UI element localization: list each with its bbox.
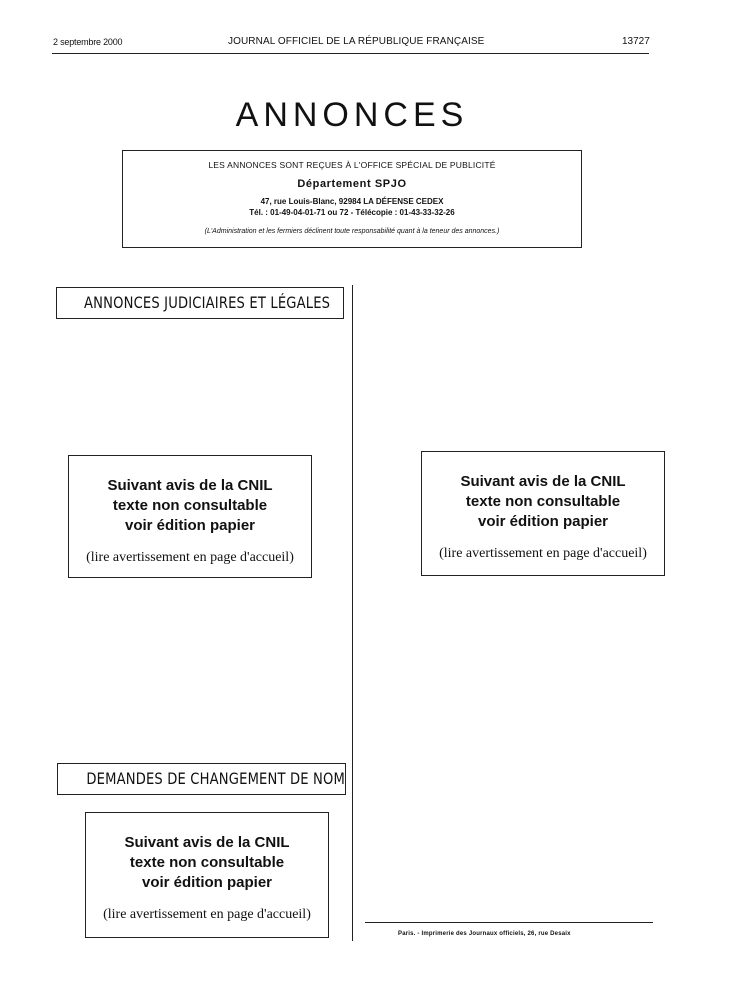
section-heading-changement-nom — [57, 763, 346, 795]
cnil-notice-box — [85, 812, 329, 938]
cnil-notice-box — [68, 455, 312, 578]
cnil-line: voir édition papier — [477, 513, 609, 530]
cnil-line: Suivant avis de la CNIL — [460, 473, 626, 490]
cnil-line: Suivant avis de la CNIL — [124, 834, 290, 851]
footer-rule — [365, 922, 653, 923]
page-title: ANNONCES — [235, 96, 469, 134]
header-journal-title: JOURNAL OFFICIEL DE LA RÉPUBLIQUE FRANÇAISE — [228, 36, 485, 47]
cnil-line: texte non consultable — [465, 493, 621, 510]
info-intro: LES ANNONCES SONT REÇUES À L'OFFICE SPÉCIAL DE PUBLICITÉ — [208, 160, 496, 170]
info-disclaimer: (L'Administration et les fermiers déclinent toute responsabilité quant à la teneur des annonces.) — [204, 228, 500, 235]
section-heading-label: ANNONCES JUDICIAIRES ET LÉGALES — [84, 293, 331, 312]
cnil-line: voir édition papier — [141, 874, 273, 891]
cnil-line: texte non consultable — [129, 854, 285, 871]
cnil-line: Suivant avis de la CNIL — [107, 477, 273, 494]
column-divider — [352, 285, 353, 941]
cnil-line: texte non consultable — [112, 497, 268, 514]
info-box — [122, 150, 582, 248]
cnil-note: (lire avertissement en page d'accueil) — [439, 546, 647, 561]
footer-imprint: Paris. - Imprimerie des Journaux officiels, 26, rue Desaix — [398, 931, 571, 937]
section-heading-judiciaires — [56, 287, 344, 319]
cnil-note: (lire avertissement en page d'accueil) — [86, 550, 294, 565]
header-date: 2 septembre 2000 — [53, 37, 123, 47]
info-department: Département SPJO — [297, 178, 407, 190]
header-page-number: 13727 — [622, 36, 650, 47]
header-rule — [52, 53, 649, 54]
info-address: 47, rue Louis-Blanc, 92984 LA DÉFENSE CEDEX — [260, 197, 444, 206]
section-heading-label: DEMANDES DE CHANGEMENT DE NOM — [86, 769, 346, 788]
cnil-line: voir édition papier — [124, 517, 256, 534]
cnil-notice-box — [421, 451, 665, 576]
cnil-note: (lire avertissement en page d'accueil) — [103, 907, 311, 922]
info-phone: Tél. : 01-49-04-01-71 ou 72 - Télécopie : 01-43-33-32-26 — [249, 208, 455, 217]
